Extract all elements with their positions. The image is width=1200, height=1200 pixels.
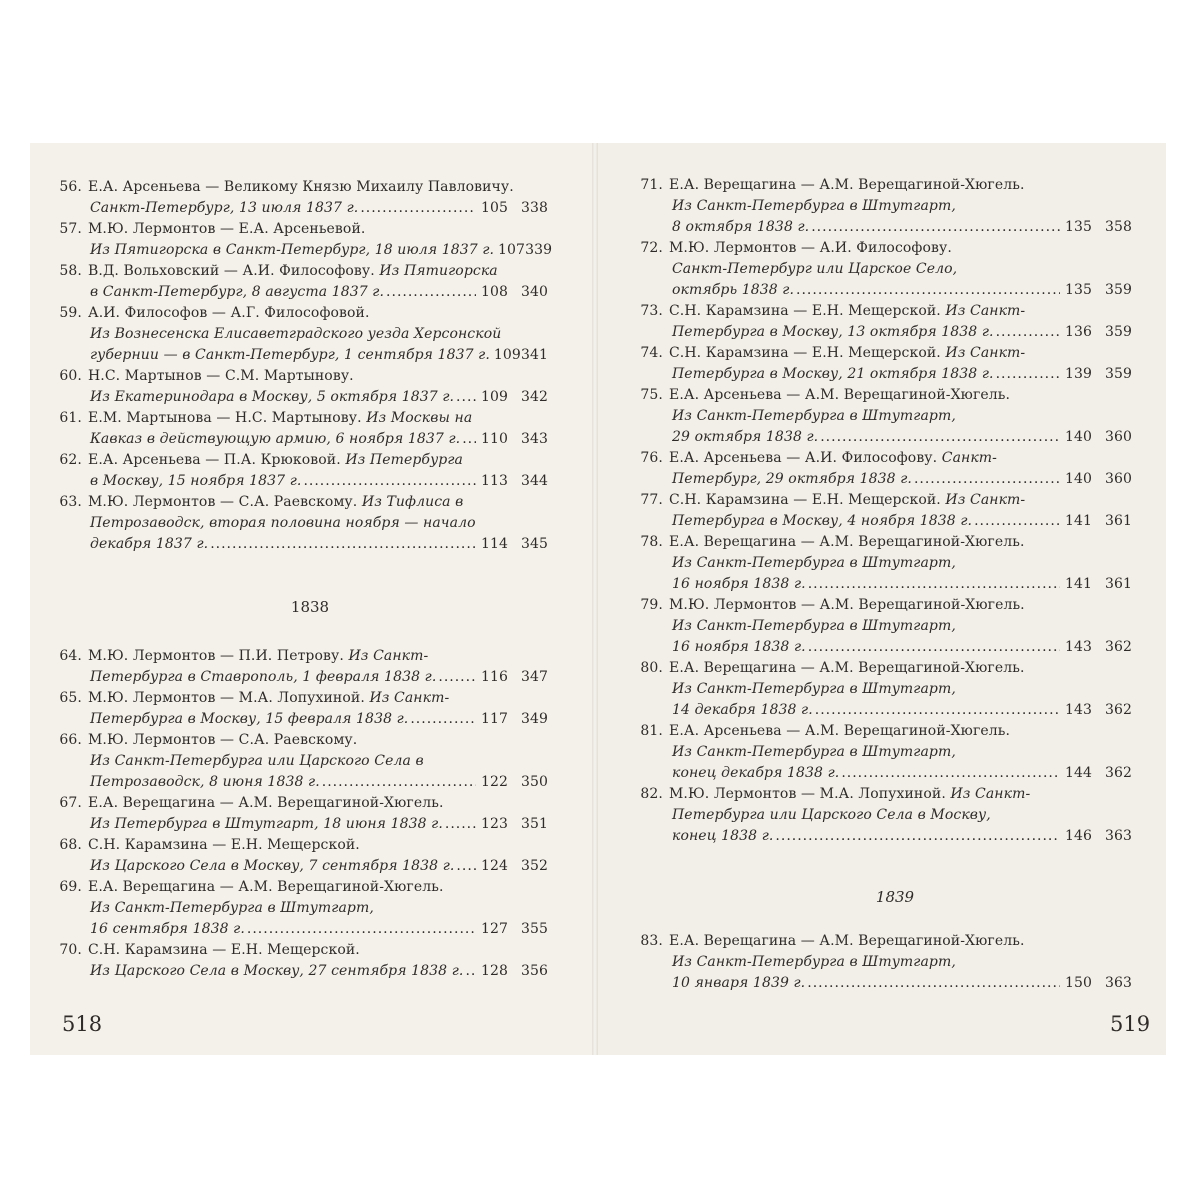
entry-tail-line — [90, 708, 548, 730]
notes-page-number: 355 — [520, 921, 548, 937]
entry-date-place: Из Царского Села в Москву, 7 сентября 1838 г. — [90, 858, 455, 874]
entry-first-line — [52, 645, 428, 667]
entry-first-line — [52, 176, 514, 198]
entry-place: Из Санкт- — [369, 690, 450, 706]
notes-page-number: 344 — [520, 473, 548, 489]
dot-leader — [996, 363, 1060, 385]
entry-date-place: в Санкт-Петербург, 8 августа 1837 г. — [90, 284, 385, 300]
entry-continuation: Из Санкт-Петербурга в Штутгарт, — [672, 618, 956, 634]
entry-place: Из Москвы на — [366, 410, 473, 426]
text-page-number: 117 — [480, 711, 508, 727]
entry-number: 56. — [59, 179, 82, 195]
entry-tail-line — [90, 281, 548, 303]
entry-tail-line — [672, 510, 1132, 532]
entry-continuation: Из Санкт-Петербурга в Штутгарт, — [672, 198, 956, 214]
entry-first-line — [52, 687, 449, 709]
entry-correspondents: Е.А. Арсеньева — А.М. Верещагиной-Хюгель. — [669, 387, 1011, 403]
text-page-number: 139 — [1064, 366, 1092, 382]
entry-first-line — [52, 792, 444, 814]
entry-number: 79. — [640, 597, 663, 613]
entry-number: 73. — [640, 303, 663, 319]
text-page-number: 123 — [480, 816, 508, 832]
text-page-number: 141 — [1064, 576, 1092, 592]
entry-first-line — [52, 876, 444, 898]
entry-continuation: Из Санкт-Петербурга в Штутгарт, — [672, 555, 956, 571]
notes-page-number: 359 — [1104, 324, 1132, 340]
entry-number: 81. — [640, 723, 663, 739]
entry-place: Из Санкт- — [945, 345, 1026, 361]
text-page-number: 150 — [1064, 975, 1092, 991]
entry-number: 74. — [640, 345, 663, 361]
entry-first-line — [633, 594, 1025, 616]
text-page-number: 109 — [493, 347, 521, 363]
dot-leader — [808, 636, 1060, 658]
entry-tail-line — [90, 918, 548, 940]
entry-continuation: Петрозаводск, вторая половина ноября — начало — [90, 515, 476, 531]
entry-correspondents: С.Н. Карамзина — Е.Н. Мещерской. — [88, 942, 360, 958]
entry-first-line — [633, 783, 1030, 805]
entry-first-line — [52, 491, 463, 513]
entry-date-place: Санкт-Петербург, 13 июля 1837 г. — [90, 200, 359, 216]
entry-continuation: Из Вознесенска Елисаветградского уезда Херсонской — [90, 326, 502, 342]
entry-date-place: 16 ноября 1838 г. — [672, 576, 806, 592]
notes-page-number: 345 — [520, 536, 548, 552]
entry-continuation: Петербурга или Царского Села в Москву, — [672, 807, 991, 823]
notes-page-number: 363 — [1104, 828, 1132, 844]
entry-first-line — [52, 218, 365, 240]
text-page-number: 114 — [480, 536, 508, 552]
entry-date-place: 16 ноября 1838 г. — [672, 639, 806, 655]
dot-leader — [410, 708, 476, 730]
entry-continuation: Из Санкт-Петербурга в Штутгарт, — [672, 408, 956, 424]
dot-leader — [456, 386, 476, 408]
notes-page-number: 362 — [1104, 765, 1132, 781]
entry-tail-line — [672, 573, 1132, 595]
notes-page-number: 362 — [1104, 702, 1132, 718]
entry-number: 72. — [640, 240, 663, 256]
entry-date-place: Петербурга в Москву, 21 октября 1838 г. — [672, 366, 994, 382]
entry-correspondents: Е.А. Арсеньева — П.А. Крюковой. — [88, 452, 341, 468]
entry-correspondents: Е.А. Арсеньева — Великому Князю Михаилу Павловичу. — [88, 179, 514, 195]
entry-number: 83. — [640, 933, 663, 949]
dot-leader — [465, 960, 476, 982]
entry-number: 67. — [59, 795, 82, 811]
page-number-right: 519 — [1110, 1012, 1151, 1036]
notes-page-number: 363 — [1104, 975, 1132, 991]
entry-tail-line — [672, 426, 1132, 448]
entry-first-line — [52, 729, 357, 751]
entry-correspondents: С.Н. Карамзина — Е.Н. Мещерской. — [88, 837, 360, 853]
entry-correspondents: Е.А. Арсеньева — А.И. Философову. — [669, 450, 938, 466]
entry-date-place: 14 декабря 1838 г. — [672, 702, 813, 718]
entry-place: Из Тифлиса в — [361, 494, 464, 510]
entry-first-line — [52, 407, 472, 429]
entry-tail-line — [672, 825, 1132, 847]
entry-first-line — [52, 302, 370, 324]
entry-date-place: Петербург, 29 октября 1838 г. — [672, 471, 912, 487]
notes-page-number: 361 — [1104, 513, 1132, 529]
text-page-number: 116 — [480, 669, 508, 685]
entry-tail-line — [90, 855, 548, 877]
year-heading-1838: 1838 — [290, 598, 330, 616]
dot-leader — [811, 216, 1060, 238]
entry-place: Из Санкт- — [945, 492, 1026, 508]
dot-leader — [247, 918, 476, 940]
entry-first-line — [633, 447, 997, 469]
entry-number: 59. — [59, 305, 82, 321]
text-page-number: 122 — [480, 774, 508, 790]
entry-number: 57. — [59, 221, 82, 237]
text-page-number: 140 — [1064, 471, 1092, 487]
entry-first-line — [633, 930, 1025, 952]
entry-number: 62. — [59, 452, 82, 468]
dot-leader — [974, 510, 1060, 532]
text-page-number: 127 — [480, 921, 508, 937]
entry-number: 69. — [59, 879, 82, 895]
notes-page-number: 347 — [520, 669, 548, 685]
entry-correspondents: Е.А. Верещагина — А.М. Верещагиной-Хюгель. — [669, 660, 1025, 676]
entry-tail-line — [672, 321, 1132, 343]
entry-date-place: 10 января 1839 г. — [672, 975, 806, 991]
entry-first-line — [52, 449, 463, 471]
notes-page-number: 341 — [520, 347, 548, 363]
entry-date-place: октябрь 1838 г. — [672, 282, 795, 298]
entry-date-place: Петербурга в Ставрополь, 1 февраля 1838 г. — [90, 669, 437, 685]
dot-leader — [456, 855, 476, 877]
entry-correspondents: Е.А. Верещагина — А.М. Верещагиной-Хюгель. — [88, 795, 444, 811]
text-page-number: 143 — [1064, 702, 1092, 718]
text-page-number: 143 — [1064, 639, 1092, 655]
dot-leader — [462, 428, 476, 450]
entry-correspondents: М.Ю. Лермонтов — Е.А. Арсеньевой. — [88, 221, 366, 237]
notes-page-number: 362 — [1104, 639, 1132, 655]
entry-tail-line — [90, 666, 548, 688]
dot-leader — [438, 666, 476, 688]
entry-place: Из Санкт- — [348, 648, 429, 664]
entry-first-line — [52, 834, 360, 856]
entry-continuation: Из Санкт-Петербурга в Штутгарт, — [672, 744, 956, 760]
entry-continuation: Из Санкт-Петербурга в Штутгарт, — [90, 900, 374, 916]
entry-correspondents: Е.А. Верещагина — А.М. Верещагиной-Хюгель. — [669, 933, 1025, 949]
notes-page-number: 352 — [520, 858, 548, 874]
entry-first-line — [633, 174, 1025, 196]
text-page-number: 124 — [480, 858, 508, 874]
entry-date-place: конец 1838 г. — [672, 828, 774, 844]
entry-number: 63. — [59, 494, 82, 510]
text-page-number: 146 — [1064, 828, 1092, 844]
entry-correspondents: А.И. Философов — А.Г. Философовой. — [88, 305, 370, 321]
entry-correspondents: В.Д. Вольховский — А.И. Философову. — [88, 263, 375, 279]
dot-leader — [386, 281, 476, 303]
entry-first-line — [633, 720, 1010, 742]
entry-tail-line — [90, 344, 548, 366]
entry-date-place: Петербурга в Москву, 4 ноября 1838 г. — [672, 513, 973, 529]
notes-page-number: 356 — [520, 963, 548, 979]
page-number-left: 518 — [62, 1012, 103, 1036]
entry-tail-line — [90, 428, 548, 450]
entry-date-place: Петербурга в Москву, 13 октября 1838 г. — [672, 324, 994, 340]
entry-first-line — [633, 237, 952, 259]
entry-place: Из Санкт- — [950, 786, 1031, 802]
entry-correspondents: М.Ю. Лермонтов — С.А. Раевскому. — [88, 732, 358, 748]
entry-correspondents: Е.А. Арсеньева — А.М. Верещагиной-Хюгель. — [669, 723, 1011, 739]
dot-leader — [445, 813, 476, 835]
entry-correspondents: М.Ю. Лермонтов — А.И. Философову. — [669, 240, 952, 256]
entry-correspondents: М.Ю. Лермонтов — А.М. Верещагиной-Хюгель. — [669, 597, 1025, 613]
entry-first-line — [633, 300, 1025, 322]
entry-first-line — [633, 531, 1025, 553]
dot-leader — [807, 972, 1060, 994]
text-page-number: 135 — [1064, 219, 1092, 235]
entry-tail-line — [672, 972, 1132, 994]
text-page-number: 136 — [1064, 324, 1092, 340]
text-page-number: 107 — [498, 242, 526, 258]
entry-correspondents: Е.А. Верещагина — А.М. Верещагиной-Хюгель. — [669, 534, 1025, 550]
dot-leader — [820, 426, 1060, 448]
text-page-number: 113 — [480, 473, 508, 489]
year-heading-1839: 1839 — [875, 888, 915, 906]
notes-page-number: 358 — [1104, 219, 1132, 235]
entry-first-line — [633, 342, 1025, 364]
entry-number: 64. — [59, 648, 82, 664]
dot-leader — [815, 699, 1060, 721]
entry-date-place: Из Пятигорска в Санкт-Петербург, 18 июля 1837 г. — [90, 242, 495, 258]
entry-number: 70. — [59, 942, 82, 958]
entry-first-line — [52, 365, 354, 387]
entry-date-place: 16 сентября 1838 г. — [90, 921, 245, 937]
entry-continuation: Из Санкт-Петербурга в Штутгарт, — [672, 954, 956, 970]
entry-correspondents: М.Ю. Лермонтов — М.А. Лопухиной. — [88, 690, 365, 706]
notes-page-number: 340 — [520, 284, 548, 300]
dot-leader — [210, 533, 476, 555]
notes-page-number: 360 — [1104, 429, 1132, 445]
entry-date-place: губернии — в Санкт-Петербург, 1 сентября 1837 г. — [90, 347, 490, 363]
dot-leader — [303, 470, 476, 492]
entry-number: 82. — [640, 786, 663, 802]
entry-continuation: Санкт-Петербург или Царское Село, — [672, 261, 958, 277]
entry-correspondents: М.Ю. Лермонтов — С.А. Раевскому. — [88, 494, 358, 510]
entry-date-place: в Москву, 15 ноября 1837 г. — [90, 473, 302, 489]
entry-place: Санкт- — [941, 450, 998, 466]
entry-date-place: Петербурга в Москву, 15 февраля 1838 г. — [90, 711, 409, 727]
entry-date-place: Кавказ в действующую армию, 6 ноября 1837 г. — [90, 431, 461, 447]
entry-tail-line — [90, 771, 548, 793]
dot-leader — [775, 825, 1060, 847]
dot-leader — [808, 573, 1060, 595]
entry-tail-line — [672, 468, 1132, 490]
entry-first-line — [633, 657, 1025, 679]
entry-number: 61. — [59, 410, 82, 426]
entry-tail-line — [90, 470, 548, 492]
entry-date-place: Из Екатеринодара в Москву, 5 октября 1837 г. — [90, 389, 455, 405]
notes-page-number: 339 — [525, 242, 553, 258]
dot-leader — [796, 279, 1060, 301]
text-page-number: 110 — [480, 431, 508, 447]
text-page-number: 105 — [480, 200, 508, 216]
entry-tail-line — [90, 197, 548, 219]
dot-leader — [914, 468, 1060, 490]
notes-page-number: 359 — [1104, 282, 1132, 298]
entry-continuation: Из Санкт-Петербурга в Штутгарт, — [672, 681, 956, 697]
notes-page-number: 338 — [520, 200, 548, 216]
dot-leader — [841, 762, 1060, 784]
entry-number: 77. — [640, 492, 663, 508]
text-page-number: 128 — [480, 963, 508, 979]
entry-date-place: Из Царского Села в Москву, 27 сентября 1838 г. — [90, 963, 464, 979]
entry-number: 68. — [59, 837, 82, 853]
entry-first-line — [52, 260, 498, 282]
entry-correspondents: Е.А. Верещагина — А.М. Верещагиной-Хюгель. — [88, 879, 444, 895]
entry-tail-line — [672, 699, 1132, 721]
entry-place: Из Петербурга — [345, 452, 463, 468]
entry-tail-line — [672, 279, 1132, 301]
notes-page-number: 349 — [520, 711, 548, 727]
entry-date-place: Из Петербурга в Штутгарт, 18 июня 1838 г. — [90, 816, 443, 832]
entry-place: Из Санкт- — [945, 303, 1026, 319]
notes-page-number: 351 — [520, 816, 548, 832]
text-page-number: 144 — [1064, 765, 1092, 781]
entry-correspondents: С.Н. Карамзина — Е.Н. Мещерской. — [669, 492, 941, 508]
entry-number: 76. — [640, 450, 663, 466]
notes-page-number: 361 — [1104, 576, 1132, 592]
text-page-number: 108 — [480, 284, 508, 300]
entry-tail-line — [672, 216, 1132, 238]
entry-first-line — [52, 939, 360, 961]
entry-number: 58. — [59, 263, 82, 279]
dot-leader — [360, 197, 476, 219]
entry-correspondents: Е.А. Верещагина — А.М. Верещагиной-Хюгель. — [669, 177, 1025, 193]
text-page-number: 135 — [1064, 282, 1092, 298]
entry-tail-line — [672, 762, 1132, 784]
entry-number: 80. — [640, 660, 663, 676]
entry-correspondents: Е.М. Мартынова — Н.С. Мартынову. — [88, 410, 362, 426]
notes-page-number: 343 — [520, 431, 548, 447]
dot-leader — [322, 771, 476, 793]
entry-date-place: Петрозаводск, 8 июня 1838 г. — [90, 774, 320, 790]
entry-continuation: Из Санкт-Петербурга или Царского Села в — [90, 753, 424, 769]
entry-tail-line — [672, 363, 1132, 385]
entry-tail-line — [90, 813, 548, 835]
text-page-number: 109 — [480, 389, 508, 405]
text-page-number: 140 — [1064, 429, 1092, 445]
entry-tail-line — [90, 239, 553, 261]
entry-number: 75. — [640, 387, 663, 403]
entry-number: 60. — [59, 368, 82, 384]
notes-page-number: 350 — [520, 774, 548, 790]
entry-tail-line — [90, 960, 548, 982]
entry-number: 65. — [59, 690, 82, 706]
entry-number: 66. — [59, 732, 82, 748]
entry-date-place: 8 октября 1838 г. — [672, 219, 810, 235]
entry-correspondents: С.Н. Карамзина — Е.Н. Мещерской. — [669, 345, 941, 361]
notes-page-number: 360 — [1104, 471, 1132, 487]
entry-correspondents: М.Ю. Лермонтов — П.И. Петрову. — [88, 648, 344, 664]
entry-number: 71. — [640, 177, 663, 193]
dot-leader — [996, 321, 1060, 343]
entry-tail-line — [672, 636, 1132, 658]
entry-place: Из Пятигорска — [379, 263, 498, 279]
text-page-number: 141 — [1064, 513, 1092, 529]
entry-date-place: 29 октября 1838 г. — [672, 429, 819, 445]
entry-correspondents: С.Н. Карамзина — Е.Н. Мещерской. — [669, 303, 941, 319]
notes-page-number: 359 — [1104, 366, 1132, 382]
entry-number: 78. — [640, 534, 663, 550]
entry-date-place: декабря 1837 г. — [90, 536, 209, 552]
entry-tail-line — [90, 533, 548, 555]
entry-date-place: конец декабря 1838 г. — [672, 765, 840, 781]
entry-correspondents: Н.С. Мартынов — С.М. Мартынову. — [88, 368, 354, 384]
entry-correspondents: М.Ю. Лермонтов — М.А. Лопухиной. — [669, 786, 946, 802]
entry-tail-line — [90, 386, 548, 408]
entry-first-line — [633, 489, 1025, 511]
entry-first-line — [633, 384, 1010, 406]
notes-page-number: 342 — [520, 389, 548, 405]
